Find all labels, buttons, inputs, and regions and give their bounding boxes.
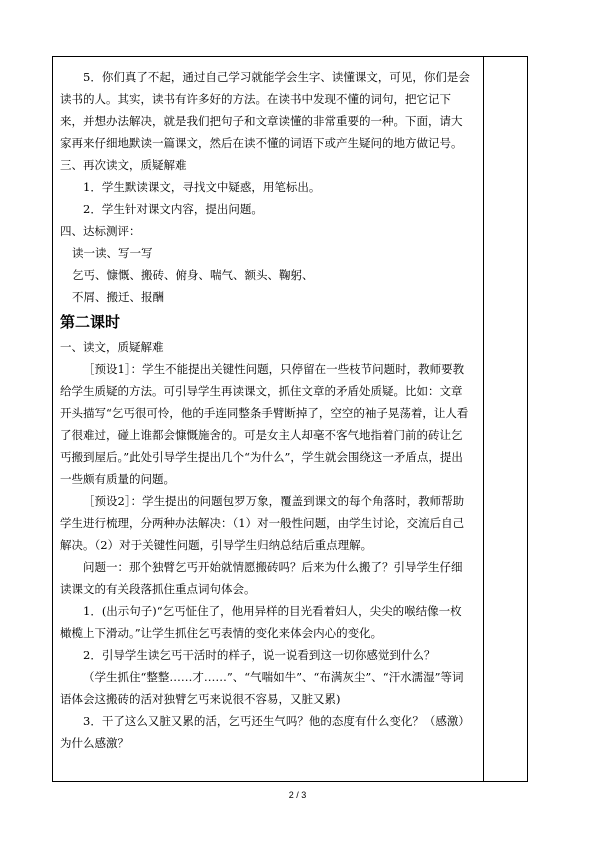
list-item: 1．(出示句子)“乞丐怔住了，他用异样的目光看着妇人，尖尖的喉结像一枚橄榄上下滑动。”让学生抓住乞丐表情的变化来体会内心的变化。 <box>60 604 462 640</box>
section-heading: 四、达标测评： <box>60 224 141 238</box>
paragraph: ［预设2］：学生提出的问题包罗万象，覆盖到课文的每个角落时，教师帮助学生进行梳理，分两种办法解决：（1）对一般性问题，由学生讨论，交流后自己解决。（2）对于关键性问题，引导学生归纳总结后重点理解。 <box>60 494 465 552</box>
section-heading: 一、读文，质疑解难 <box>60 340 164 354</box>
paragraph: 5．你们真了不起，通过自己学习就能学会生字、读懂课文，可见，你们是会读书的人。其实，读书有许多好的方法。在读书中发现不懂的词句，把它记下来，并想办法解决，就是我们把句子和文章读懂的非常重要的一种。下面，请大家再来仔细地默读一篇课文，然后在读不懂的词语下或产生疑问的地方做记号。 <box>60 70 470 150</box>
lesson-heading: 第二课时 <box>60 313 121 331</box>
paragraph: ［预设1］：学生不能提出关键性问题，只停留在一些枝节问题时，教师要教给学生质疑的方法。可引导学生再读课文，抓住文章的矛盾处质疑。比如：文章开头描写“乞丐很可怜，他的手连同整条手臂断掉了，空空的袖子晃荡着，让人看了很难过，碰上谁都会慷慨施舍的。可是女主人却毫不客气地指着门前的砖让乞丐搬到屋后。”此处引导学生提出几个“为什么”，学生就会围绕这一矛盾点，提出一些颇有质量的问题。 <box>60 362 469 486</box>
paragraph: （学生抓住“整整……才……”、“气喘如牛”、“布满灰尘”、“汗水濡湿”等词语体会这搬砖的活对独臂乞丐来说很不容易，又脏又累) <box>60 670 464 706</box>
table-right-column <box>484 56 528 782</box>
list-item: 3．干了这么又脏又累的活，乞丐还生气吗？他的态度有什么变化？（感激）为什么感激？ <box>60 714 470 750</box>
list-item: 1．学生默读课文，寻找文中疑惑，用笔标出。 <box>83 180 321 194</box>
word-list: 不屑、搬迁、报酬 <box>72 290 164 304</box>
paragraph: 读一读、写一写 <box>72 246 153 260</box>
word-list: 乞丐、慷慨、搬砖、俯身、喘气、额头、鞠躬、 <box>72 268 314 282</box>
document-content <box>60 66 472 754</box>
list-item: 2．引导学生读乞丐干活时的样子，说一说看到这一切你感觉到什么？ <box>83 648 436 662</box>
page-number: 2 / 3 <box>288 790 307 800</box>
paragraph: 问题一：那个独臂乞丐开始就情愿搬砖吗？后来为什么搬了？引导学生仔细读课文的有关段落抓住重点词句体会。 <box>60 560 463 596</box>
list-item: 2．学生针对课文内容，提出问题。 <box>83 202 263 216</box>
section-heading: 三、再次读文，质疑解难 <box>60 158 187 172</box>
